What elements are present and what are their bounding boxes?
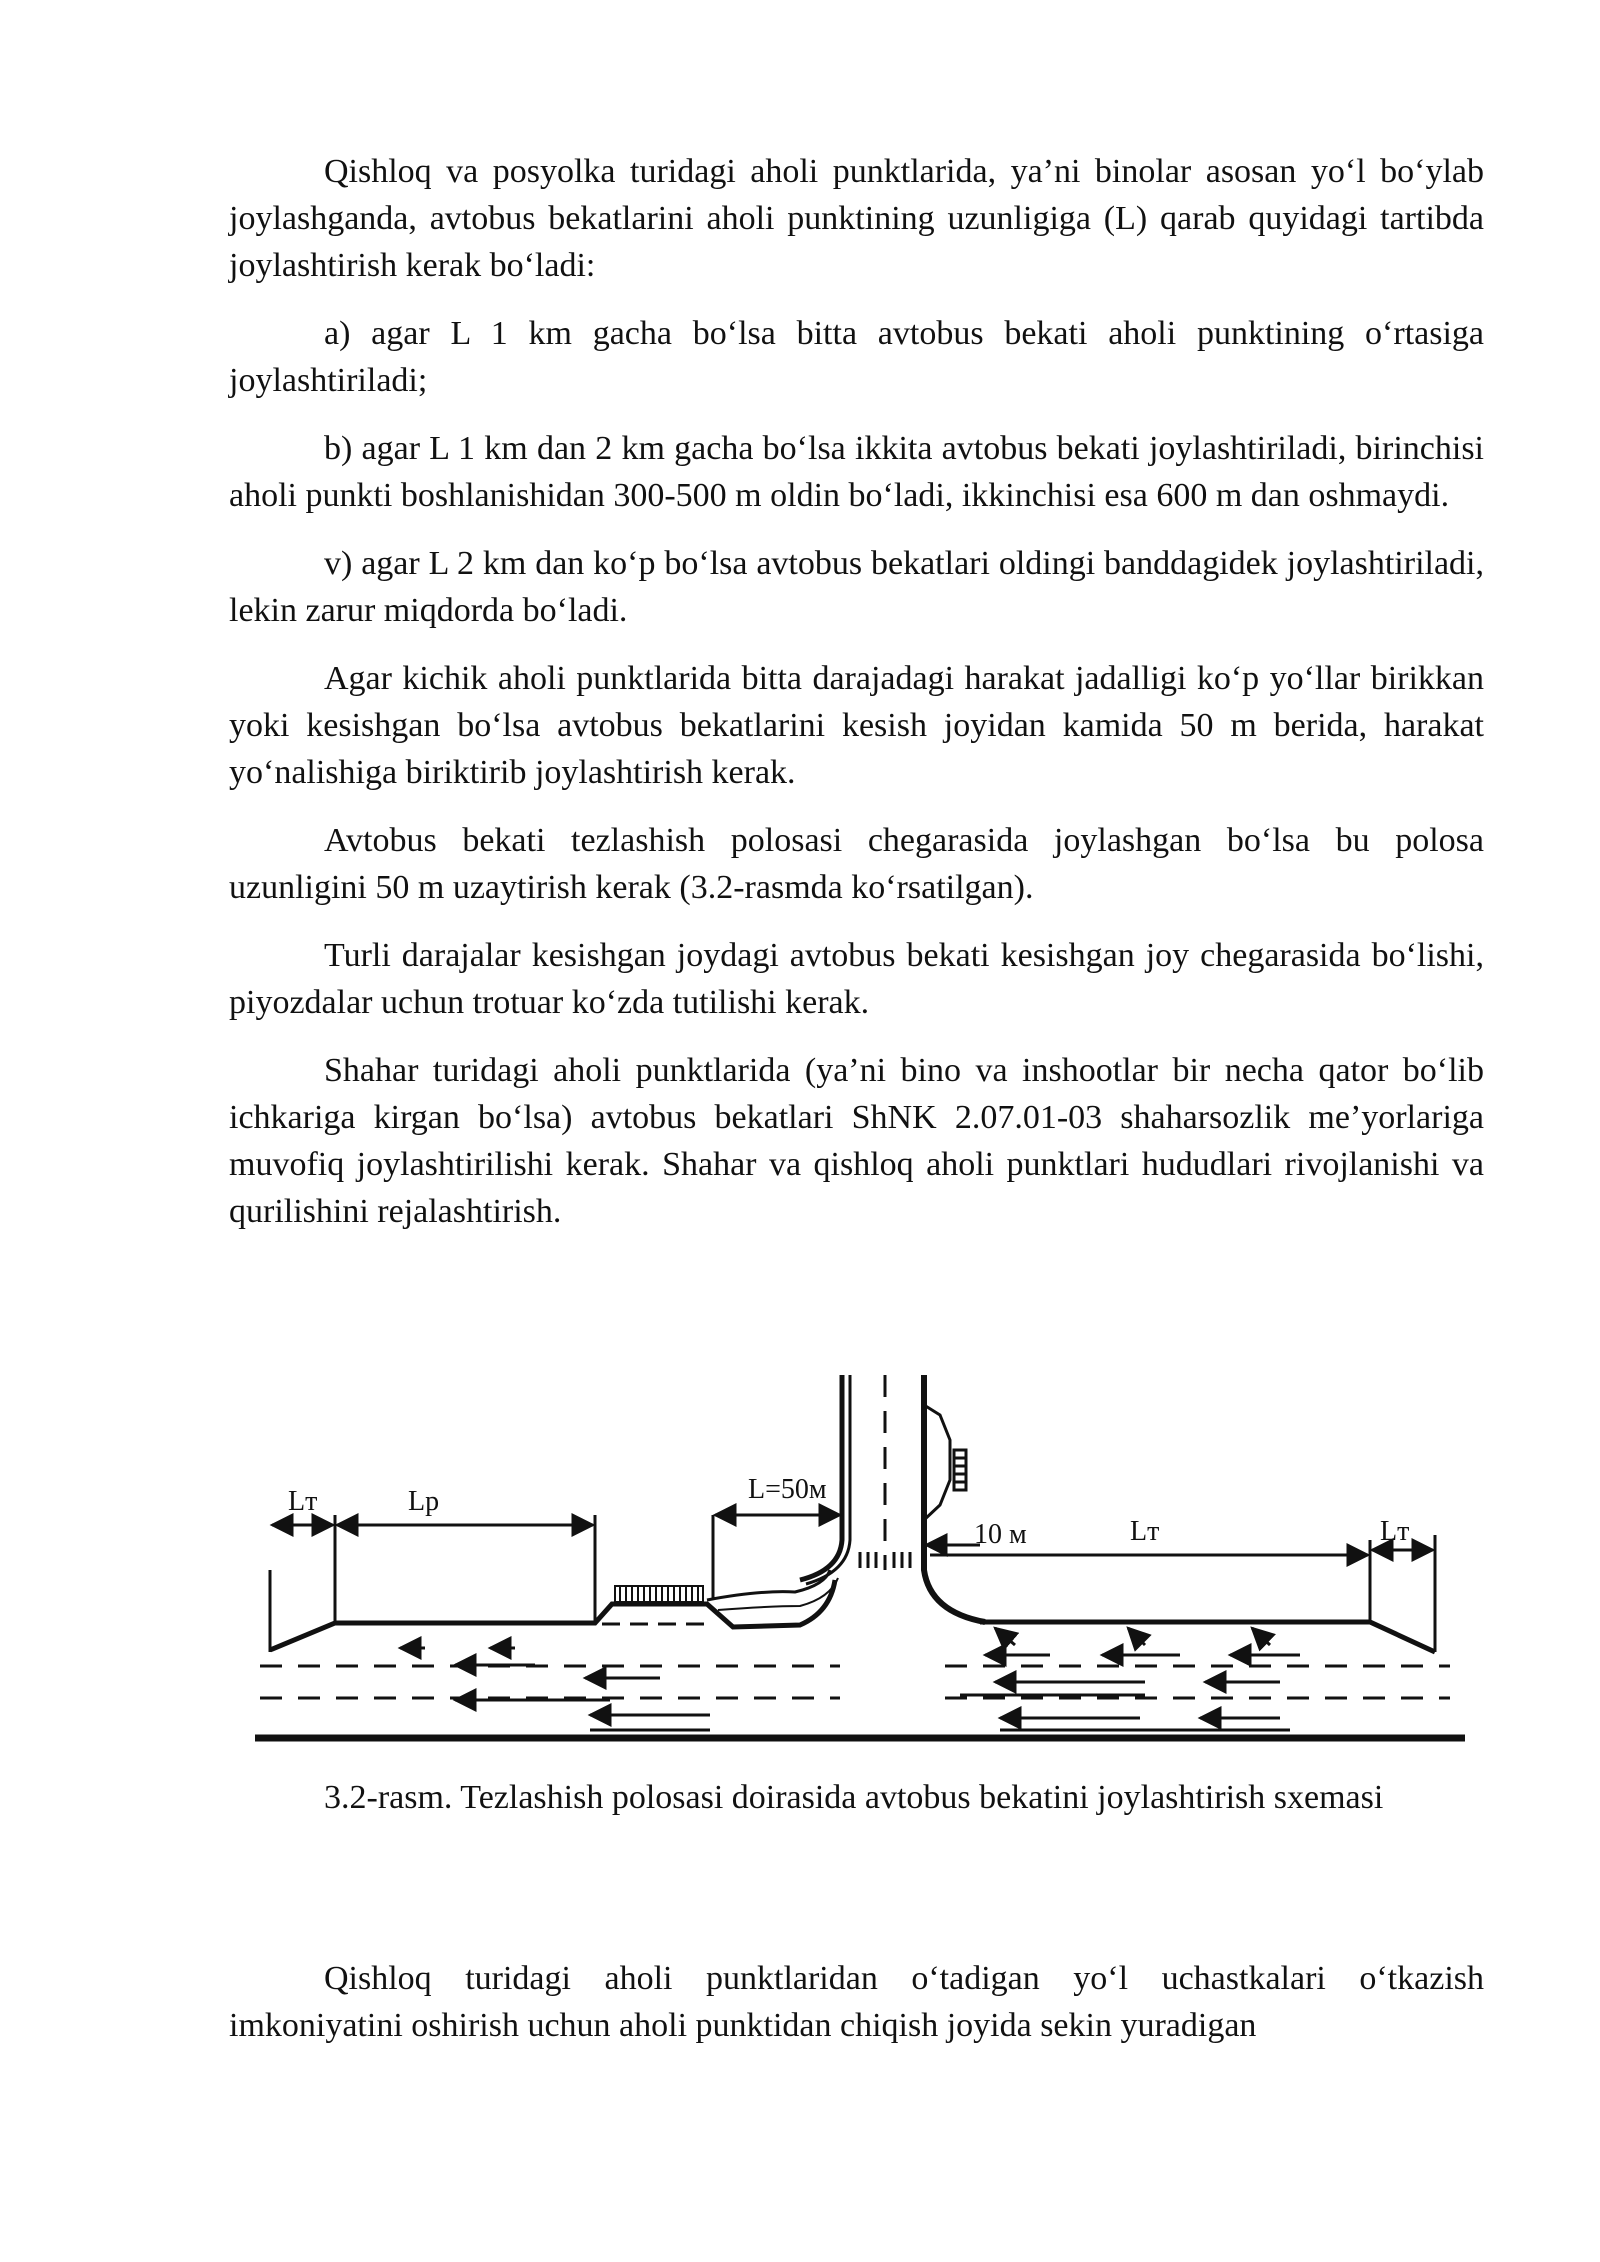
label-l50: L=50м [748, 1474, 827, 1505]
label-lt-mid: Lт [1130, 1516, 1160, 1547]
right-road-edge [980, 1535, 1435, 1652]
paragraph-item-v: v) agar L 2 km dan ko‘p bo‘lsa avtobus bekatlari oldingi banddagidek joylashtiriladi, lekin zarur miqdorda bo‘ladi. [229, 545, 1484, 629]
label-lt-right: Lт [1380, 1516, 1410, 1547]
paragraph-item-a: a) agar L 1 km gacha bo‘lsa bitta avtobus bekati aholi punktining o‘rtasiga joylashtiriladi; [229, 315, 1484, 399]
paragraph-tail: Qishloq turidagi aholi punktlaridan o‘tadigan yo‘l uchastkalari o‘tkazish imkoniyatini oshirish uchun aholi punktidan chiqish joyida sekin yuradigan [229, 1960, 1484, 2044]
bus-stop-shelter-icon [924, 1405, 966, 1520]
dimension-lines [272, 1515, 1433, 1555]
traffic-arrows [400, 1628, 1300, 1718]
paragraph-item-b: b) agar L 1 km dan 2 km gacha bo‘lsa ikkita avtobus bekati joylashtiriladi, birinchisi aholi punkti boshlanishidan 300-500 m oldin bo‘ladi, ikkinchisi esa 600 m dan oshmaydi. [229, 430, 1484, 514]
paragraph-acceleration-lane: Avtobus bekati tezlashish polosasi chegarasida joylashgan bo‘lsa bu polosa uzunligini 50 m uzaytirish kerak (3.2-rasmda ko‘rsatilgan). [229, 822, 1484, 906]
extra-lane-lines [590, 1695, 1290, 1730]
cross-road [800, 1375, 985, 1622]
paragraph-intersection: Agar kichik aholi punktlarida bitta darajadagi harakat jadalligi ko‘p yo‘llar birikkan yoki kesishgan bo‘lsa avtobus bekatlarini kesish joyidan kamida 50 m berida, harakat yo‘nalishiga biriktirib joylashtirish kerak. [229, 660, 1484, 791]
left-road-edge [270, 1515, 838, 1652]
label-ten-m: 10 м [974, 1519, 1027, 1550]
label-lt-left: Lт [288, 1486, 318, 1517]
paragraph-intro: Qishloq va posyolka turidagi aholi punktlarida, ya’ni binolar asosan yo‘l bo‘ylab joylashganda, avtobus bekatlarini aholi punktining uzunligiga (L) qarab quyidagi tartibda joylashtirish kerak bo‘ladi: [229, 153, 1484, 284]
label-lp: Lр [408, 1486, 440, 1517]
bus-stop-platform [615, 1586, 703, 1602]
paragraph-urban: Shahar turidagi aholi punktlarida (ya’ni bino va inshootlar bir necha qator bo‘lib ichkariga kirgan bo‘lsa) avtobus bekatlari ShNK 2.07.01-03 shaharsozlik me’yorlariga muvofiq joylashtirilishi kerak. Shahar va qishloq aholi punktlari hududlari rivojlanishi va qurilishini rejalashtirish. [229, 1052, 1484, 1230]
paragraph-sidewalk: Turli darajalar kesishgan joydagi avtobus bekati kesishgan joy chegarasida bo‘lishi, piyozdalar uchun trotuar ko‘zda tutilishi kerak. [229, 937, 1484, 1021]
body-text [229, 148, 1484, 1256]
bus-stop-layout-diagram [240, 1360, 1490, 1760]
figure-caption: 3.2-rasm. Tezlashish polosasi doirasida avtobus bekatini joylashtirish sxemasi [324, 1779, 1384, 1816]
